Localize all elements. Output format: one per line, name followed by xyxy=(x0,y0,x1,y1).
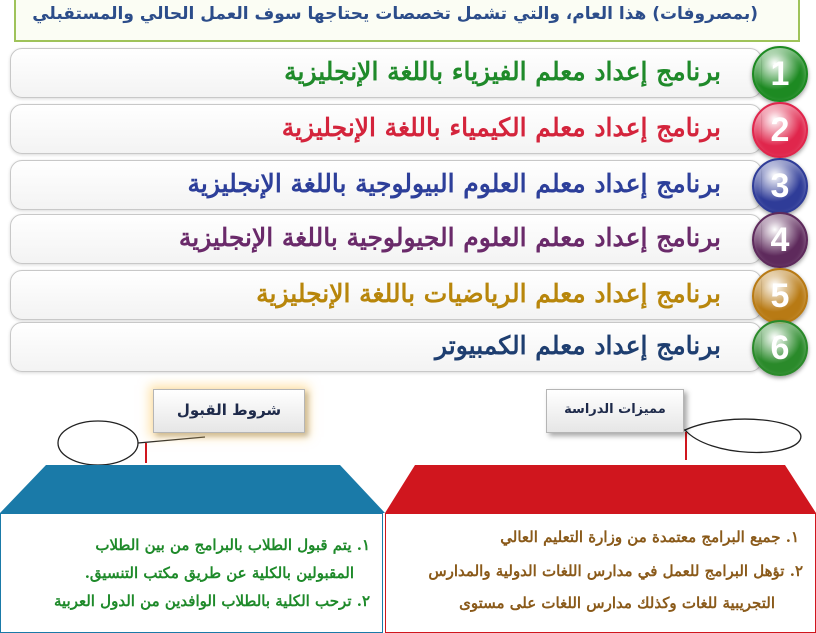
program-row xyxy=(10,48,762,98)
program-number-badge: 1 xyxy=(752,46,808,102)
admission-panel xyxy=(0,513,383,633)
program-label: برنامج إعداد معلم الكمبيوتر xyxy=(435,331,721,360)
admission-item: ١. يتم قبول الطلاب بالبرامج من بين الطلاب xyxy=(95,536,370,554)
program-label: برنامج إعداد معلم الفيزياء باللغة الإنجليزية xyxy=(284,57,721,86)
program-number-badge: 5 xyxy=(752,268,808,324)
program-row xyxy=(10,214,762,264)
admission-item: المقبولين بالكلية عن طريق مكتب التنسيق. xyxy=(84,564,354,582)
features-panel xyxy=(385,513,816,633)
program-label: برنامج إعداد معلم الكيمياء باللغة الإنجليزية xyxy=(281,113,721,142)
program-row xyxy=(10,270,762,320)
admission-item: ٢. ترحب الكلية بالطلاب الوافدين من الدول العربية xyxy=(53,592,370,610)
program-label: برنامج إعداد معلم العلوم الجيولوجية باللغة الإنجليزية xyxy=(178,223,721,252)
program-row xyxy=(10,322,762,372)
program-row xyxy=(10,104,762,154)
admission-banner xyxy=(0,463,385,513)
program-label: برنامج إعداد معلم العلوم البيولوجية باللغة الإنجليزية xyxy=(187,169,721,198)
program-label: برنامج إعداد معلم الرياضيات باللغة الإنجليزية xyxy=(256,279,721,308)
program-number-badge: 6 xyxy=(752,320,808,376)
features-item: التجريبية للغات وكذلك مدارس اللغات على مستوى xyxy=(459,594,775,612)
program-number-badge: 4 xyxy=(752,212,808,268)
features-title: مميزات الدراسة xyxy=(546,389,684,433)
program-number-badge: 3 xyxy=(752,158,808,214)
intro-text: (بمصروفات) هذا العام، والتي تشمل تخصصات يحتاجها سوف العمل الحالي والمستقبلي xyxy=(32,4,758,24)
intro-box xyxy=(14,0,800,42)
program-number-badge: 2 xyxy=(752,102,808,158)
program-row xyxy=(10,160,762,210)
admission-title: شروط القبول xyxy=(153,389,305,433)
features-banner xyxy=(385,463,816,513)
features-item: ٢. تؤهل البرامج للعمل في مدارس اللغات الدولية والمدارس xyxy=(428,562,803,580)
features-item: ١. جميع البرامج معتمدة من وزارة التعليم العالي xyxy=(500,528,799,546)
